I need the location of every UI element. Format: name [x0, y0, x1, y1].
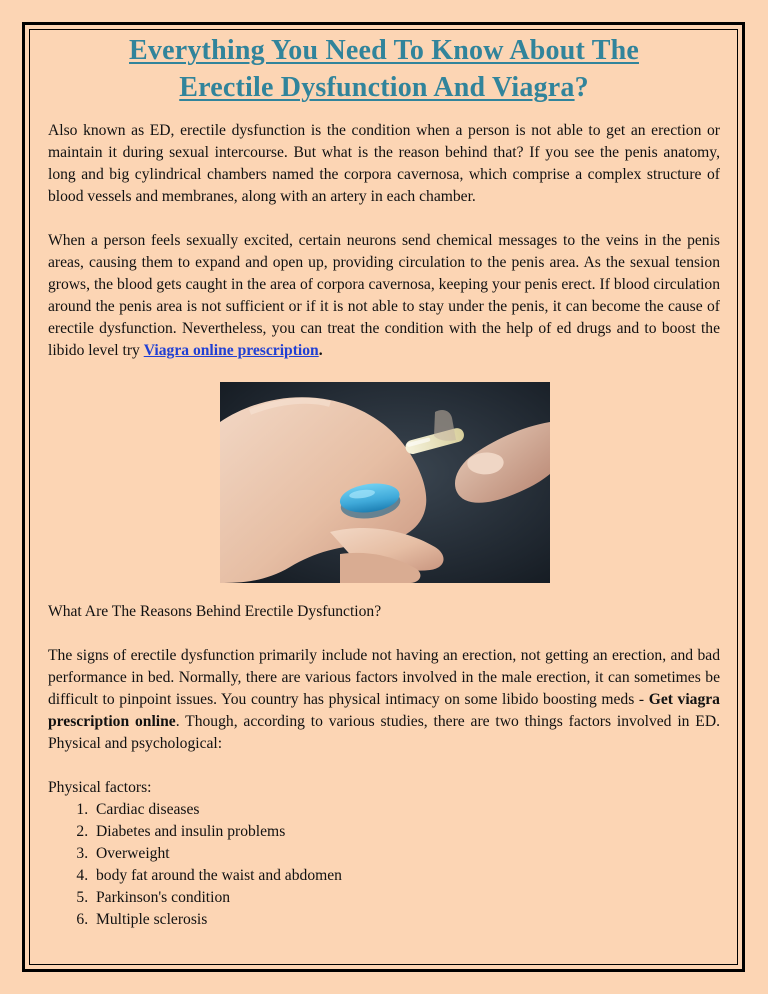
list-item: 3. Overweight: [92, 843, 720, 865]
get-viagra-prescription-online-text: Get viagra prescription online: [48, 691, 720, 730]
paragraph-mechanism-tail: .: [318, 342, 323, 359]
list-item: 4. body fat around the waist and abdomen: [92, 865, 720, 887]
viagra-online-prescription-link[interactable]: Viagra online prescription: [143, 342, 319, 359]
title-question-mark: ?: [574, 72, 589, 103]
list-item: 2. Diabetes and insulin problems: [92, 821, 720, 843]
list-item: 1. Cardiac diseases: [92, 799, 720, 821]
physical-factors-label: Physical factors:: [48, 779, 152, 796]
paragraph-signs-text: The signs of erectile dysfunction primarily include not having an erection, not getting an erection, and bad performance in bed. Normally, there are various factors involved in the male erection, it can sometimes be difficult to pinpoint issues. You country has physical intimacy on some libido boosting meds -: [48, 647, 720, 708]
list-item: 6. Multiple sclerosis: [92, 909, 720, 931]
title-line-1: Everything You Need To Know About The: [129, 35, 639, 66]
section-heading: What Are The Reasons Behind Erectile Dysfunction?: [48, 603, 382, 620]
document-body: [48, 32, 720, 931]
paragraph-signs-tail: . Though, according to various studies, there are two things factors involved in ED. Physical and psychological:: [48, 713, 720, 752]
paragraph-intro: Also known as ED, erectile dysfunction is the condition when a person is not able to get an erection or maintain it during sexual intercourse. But what is the reason behind that? If you see the penis anatomy, long and big cylindrical chambers named the corpora cavernosa, which comprise a complex structure of blood vessels and membranes, along with an artery in each chamber.: [48, 122, 720, 205]
page-title: [48, 32, 720, 106]
paragraph-mechanism: [48, 230, 720, 362]
paragraph-mechanism-text: When a person feels sexually excited, certain neurons send chemical messages to the veins in the penis areas, causing them to expand and open up, providing circulation to the penis area. As the sexual tension grows, the blood gets caught in the area of corpora cavernosa, keeping your penis erect. If blood circulation around the penis area is not sufficient or if it is not able to stay under the penis, it can become the cause of erectile dysfunction. Nevertheless, you can treat the condition with the help of ed drugs and to boost the libido level try: [48, 232, 720, 359]
paragraph-signs: [48, 645, 720, 755]
physical-factors-list: [48, 799, 720, 931]
title-line-2: Erectile Dysfunction And Viagra: [179, 72, 575, 103]
hand-with-blue-pill-photo: [220, 382, 550, 583]
list-item: 5. Parkinson's condition: [92, 887, 720, 909]
